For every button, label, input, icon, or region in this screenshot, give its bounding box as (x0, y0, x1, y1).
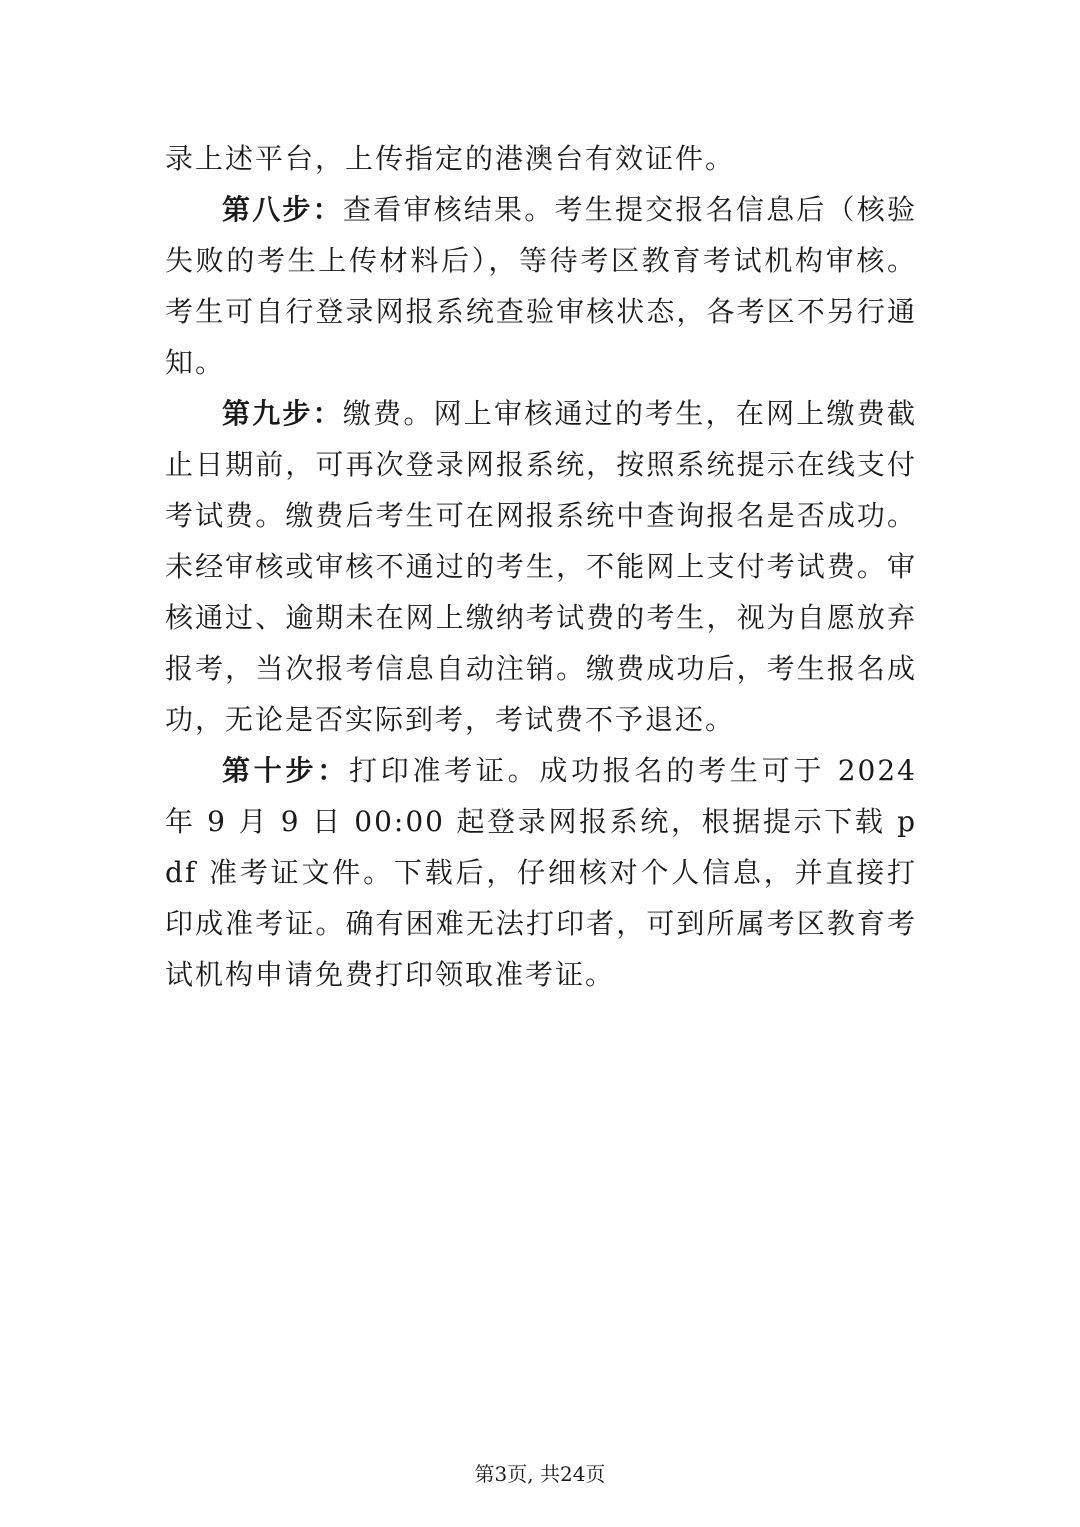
paragraph-step-8 (165, 184, 917, 388)
paragraph-text: 打印准考证。成功报名的考生可于 2024 年 9 月 9 日 00:00 起登录网报系统，根据提示下载 pdf 准考证文件。下载后，仔细核对个人信息，并直接打印成准考证。确有困难无法打印者，可到所属考区教育考试机构申请免费打印领取准考证。 (165, 754, 917, 991)
page-number-footer: 第3页, 共24页 (474, 1462, 606, 1486)
step-label: 第八步： (222, 193, 343, 226)
paragraph-step-9 (165, 388, 917, 745)
paragraph-text: 录上述平台，上传指定的港澳台有效证件。 (165, 142, 736, 175)
paragraph-text: 缴费。网上审核通过的考生，在网上缴费截止日期前，可再次登录网报系统，按照系统提示在线支付考试费。缴费后考生可在网报系统中查询报名是否成功。未经审核或审核不通过的考生，不能网上支付考试费。审核通过、逾期未在网上缴纳考试费的考生，视为自愿放弃报考，当次报考信息自动注销。缴费成功后，考生报名成功，无论是否实际到考，考试费不予退还。 (165, 397, 917, 736)
step-label: 第十步： (222, 754, 349, 787)
paragraph-continuation (165, 133, 917, 184)
step-label: 第九步： (222, 397, 343, 430)
paragraph-step-10 (165, 745, 917, 1000)
paragraph-text: 查看审核结果。考生提交报名信息后（核验失败的考生上传材料后），等待考区教育考试机构审核。考生可自行登录网报系统查验审核状态，各考区不另行通知。 (165, 193, 917, 379)
document-body (165, 133, 917, 1000)
